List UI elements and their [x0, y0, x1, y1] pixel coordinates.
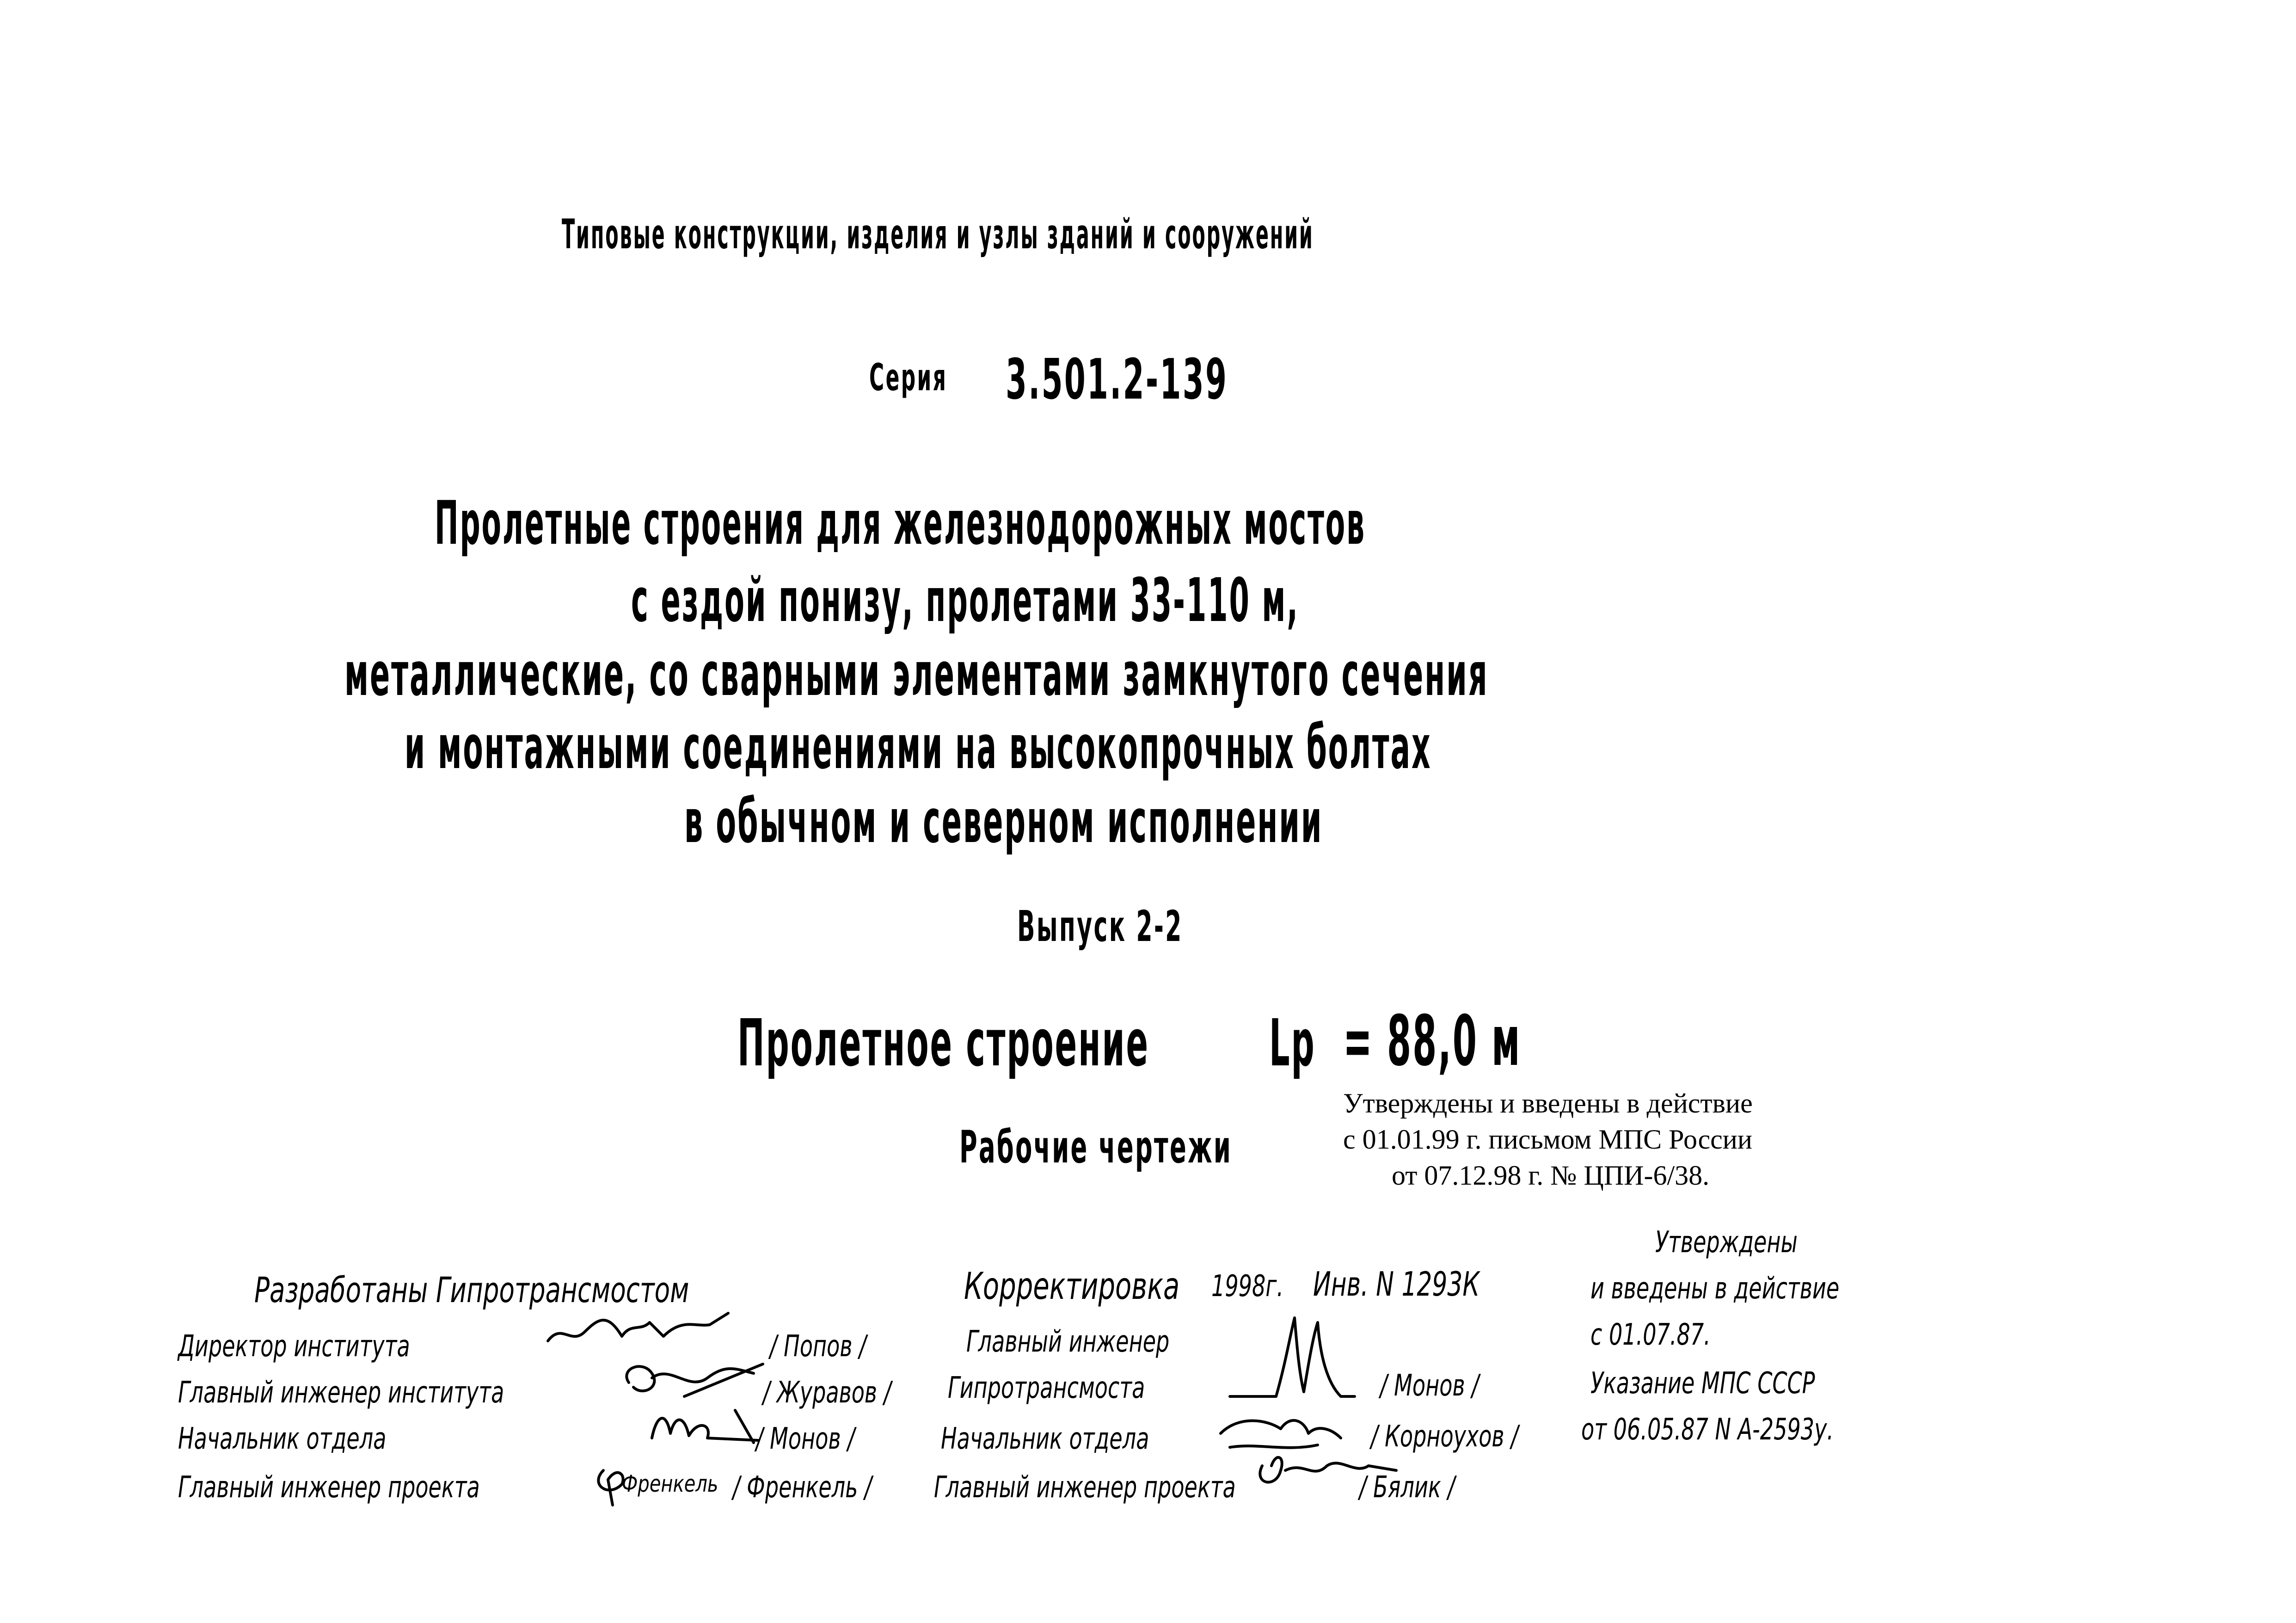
- role-chief-engineer-title: Главный инженер института: [178, 1376, 504, 1410]
- span-title-symbol: Lр: [1269, 1006, 1316, 1081]
- title-line-4: и монтажными соединениями на высокопрочных болтах: [405, 712, 1432, 782]
- correction-year: 1998г.: [1211, 1269, 1284, 1303]
- correction-inventory: Инв. N 1293К: [1313, 1265, 1480, 1303]
- working-drawings-label: Рабочие чертежи: [959, 1121, 1233, 1173]
- role-project-engineer-title: Главный инженер проекта: [178, 1470, 480, 1505]
- correction-role-1-title2: Гипротрансмоста: [948, 1371, 1145, 1405]
- approval-hand-line-2: и введены в действие: [1590, 1272, 1840, 1306]
- approval-printed-line-3: от 07.12.98 г. № ЦПИ-6/38.: [1392, 1160, 1710, 1191]
- title-line-1: Пролетные строения для железнодорожных мостов: [435, 488, 1366, 558]
- approval-printed-line-2: с 01.01.99 г. письмом МПС России: [1343, 1124, 1753, 1155]
- series-label: Серия: [869, 356, 948, 399]
- correction-role-1-title: Главный инженер: [966, 1325, 1170, 1359]
- role-director-name: / Попов /: [770, 1329, 866, 1364]
- signature-frenkel-text: Френкель: [622, 1470, 718, 1497]
- role-project-engineer-name: / Френкель /: [733, 1470, 872, 1505]
- series-title: [869, 356, 1012, 399]
- correction-role-3-title: Главный инженер проекта: [934, 1470, 1236, 1505]
- role-director-title: Директор института: [178, 1329, 410, 1364]
- span-title-value: = 88,0 м: [1343, 1001, 1522, 1082]
- title-line-3: металлические, со сварными элементами замкнутого сечения: [344, 639, 1489, 709]
- issue-number: Выпуск 2-2: [1017, 902, 1183, 951]
- correction-heading: Корректировка: [964, 1265, 1180, 1308]
- signature-chief-engineer-monov: [1221, 1309, 1359, 1406]
- signature-monov: [643, 1396, 763, 1452]
- approval-hand-line-1: Утверждены: [1655, 1225, 1798, 1260]
- signature-byalik: [1248, 1443, 1406, 1494]
- approval-printed-line-1: Утверждены и введены в действие: [1343, 1088, 1753, 1119]
- role-dept-head-title: Начальник отдела: [178, 1422, 387, 1456]
- correction-role-3-name: / Бялик /: [1359, 1470, 1455, 1505]
- role-dept-head-name: / Монов /: [756, 1422, 855, 1456]
- signature-popov: [543, 1304, 737, 1355]
- correction-role-2-title: Начальник отдела: [941, 1422, 1149, 1456]
- role-chief-engineer-name: / Журавов /: [763, 1376, 891, 1410]
- title-line-2: с ездой понизу, пролетами 33-110 м,: [631, 565, 1299, 635]
- developer-heading: Разработаны Гипротрансмостом: [254, 1269, 689, 1310]
- span-title-prefix: Пролетное строение: [737, 1006, 1150, 1081]
- correction-role-2-name: / Корноухов /: [1371, 1420, 1518, 1454]
- series-line: Типовые конструкции, изделия и узлы зданий и сооружений: [562, 210, 1314, 258]
- correction-role-1-name: / Монов /: [1380, 1369, 1479, 1403]
- title-line-5: в обычном и северном исполнении: [684, 786, 1323, 856]
- approval-hand-line-5: от 06.05.87 N А-2593у.: [1581, 1413, 1834, 1447]
- series-number: 3.501.2-139: [1006, 348, 1228, 412]
- signature-frenkel: [589, 1452, 742, 1507]
- series-number-wrap: [1006, 348, 1410, 412]
- approval-hand-line-4: Указание МПС СССР: [1590, 1366, 1815, 1401]
- approval-hand-line-3: с 01.07.87.: [1590, 1318, 1711, 1352]
